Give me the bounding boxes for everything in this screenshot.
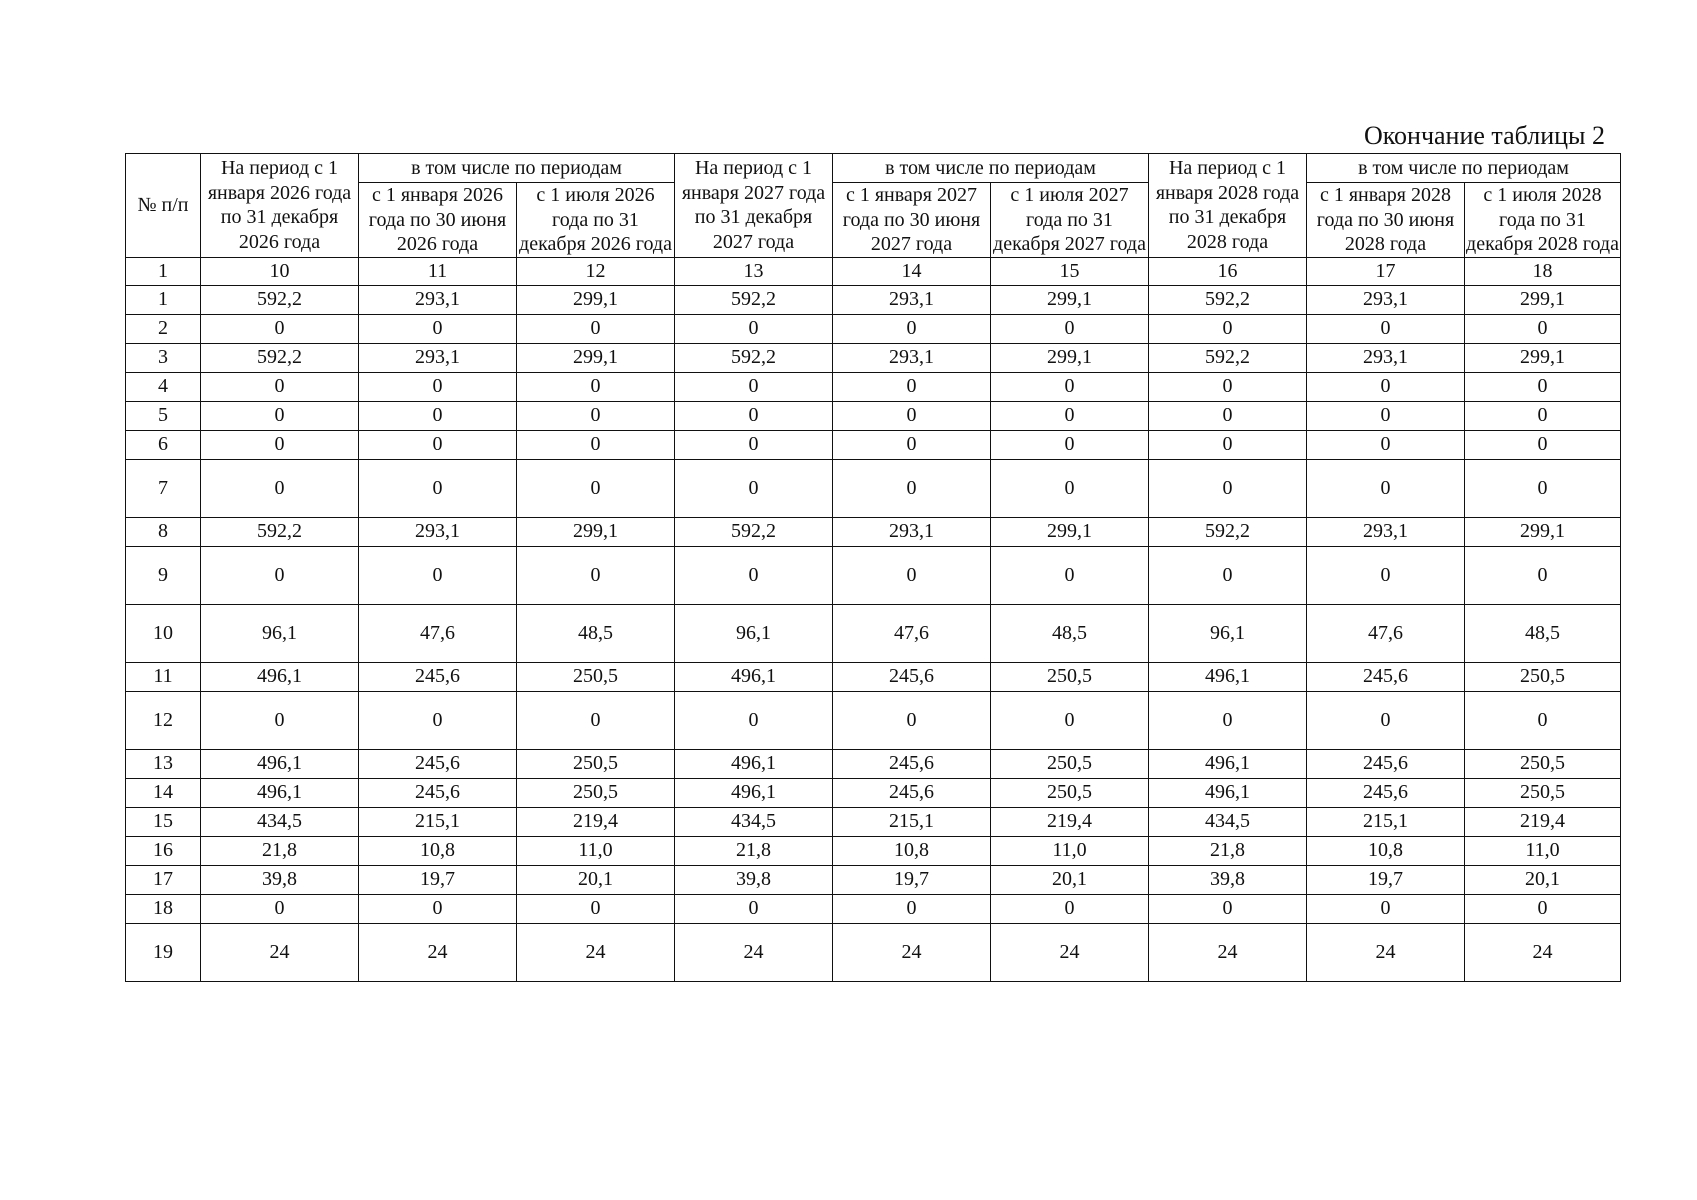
table-cell: 293,1 [359,343,517,372]
table-cell: 250,5 [991,778,1149,807]
table-cell: 219,4 [991,807,1149,836]
table-cell: 0 [991,372,1149,401]
header-2027-h1: с 1 января 2027 года по 30 июня 2027 года [833,183,991,258]
table-cell: 0 [1307,459,1465,517]
table-cell: 434,5 [675,807,833,836]
row-number: 1 [126,285,201,314]
table-cell: 0 [991,430,1149,459]
table-cell: 592,2 [201,343,359,372]
table-cell: 24 [201,923,359,981]
table-cell: 592,2 [201,285,359,314]
table-caption: Окончание таблицы 2 [1363,121,1605,150]
table-cell: 592,2 [675,517,833,546]
table-cell: 24 [675,923,833,981]
table-cell: 0 [201,401,359,430]
table-row [126,749,1621,778]
table-row [126,807,1621,836]
table-cell: 0 [1465,459,1621,517]
table-cell: 215,1 [359,807,517,836]
table-cell: 96,1 [201,604,359,662]
table-cell: 250,5 [517,749,675,778]
header-num: № п/п [126,154,201,258]
table-cell: 21,8 [201,836,359,865]
table-cell: 47,6 [359,604,517,662]
table-cell: 219,4 [517,807,675,836]
row-number: 19 [126,923,201,981]
table-cell: 0 [1465,894,1621,923]
table-cell: 0 [359,314,517,343]
table-cell: 496,1 [1149,778,1307,807]
table-cell: 592,2 [675,285,833,314]
table-cell: 0 [1307,691,1465,749]
table-cell: 0 [359,372,517,401]
table-body [126,285,1621,981]
table-cell: 24 [1307,923,1465,981]
column-number: 14 [833,257,991,285]
table-cell: 48,5 [1465,604,1621,662]
table-header [126,154,1621,286]
column-number: 11 [359,257,517,285]
table-cell: 96,1 [1149,604,1307,662]
table-cell: 0 [1149,401,1307,430]
table-cell: 0 [1465,691,1621,749]
table-cell: 0 [991,546,1149,604]
table-cell: 299,1 [517,343,675,372]
table-cell: 0 [1307,372,1465,401]
table-cell: 0 [675,546,833,604]
table-cell: 0 [201,459,359,517]
table-cell: 299,1 [517,285,675,314]
header-2026-h2: с 1 июля 2026 года по 31 декабря 2026 года [517,183,675,258]
row-number: 9 [126,546,201,604]
table-row [126,430,1621,459]
table-row [126,836,1621,865]
table-cell: 24 [833,923,991,981]
table-cell: 250,5 [991,662,1149,691]
table-cell: 0 [1465,314,1621,343]
table-cell: 0 [833,691,991,749]
table-cell: 299,1 [517,517,675,546]
table-cell: 299,1 [991,285,1149,314]
table-cell: 0 [1307,401,1465,430]
table-cell: 0 [991,459,1149,517]
table-cell: 20,1 [991,865,1149,894]
table-cell: 0 [201,894,359,923]
row-number: 12 [126,691,201,749]
table-cell: 0 [201,691,359,749]
table-row [126,285,1621,314]
data-table [125,153,1621,982]
table-cell: 0 [517,691,675,749]
table-row [126,401,1621,430]
table-cell: 496,1 [1149,749,1307,778]
table-cell: 0 [991,314,1149,343]
table-cell: 0 [517,894,675,923]
table-cell: 0 [201,372,359,401]
table-cell: 299,1 [1465,343,1621,372]
table-cell: 20,1 [1465,865,1621,894]
table-cell: 299,1 [991,517,1149,546]
table-cell: 496,1 [675,778,833,807]
column-number: 16 [1149,257,1307,285]
table-cell: 10,8 [359,836,517,865]
table-cell: 299,1 [1465,285,1621,314]
table-cell: 0 [359,691,517,749]
table-cell: 496,1 [1149,662,1307,691]
table-cell: 250,5 [517,778,675,807]
table-row [126,546,1621,604]
table-cell: 592,2 [201,517,359,546]
table-cell: 0 [359,546,517,604]
column-number: 1 [126,257,201,285]
table-cell: 0 [833,459,991,517]
table-cell: 0 [359,894,517,923]
table-cell: 24 [1149,923,1307,981]
table-cell: 0 [991,401,1149,430]
table-cell: 0 [1465,430,1621,459]
header-period-2026: На период с 1 января 2026 года по 31 декабря 2026 года [201,154,359,258]
table-cell: 250,5 [1465,662,1621,691]
table-cell: 0 [1149,894,1307,923]
table-cell: 496,1 [675,749,833,778]
table-cell: 0 [1465,546,1621,604]
table-cell: 39,8 [1149,865,1307,894]
table-cell: 0 [517,314,675,343]
table-cell: 0 [991,691,1149,749]
column-number: 18 [1465,257,1621,285]
table-cell: 0 [359,459,517,517]
table-cell: 496,1 [201,749,359,778]
table-cell: 250,5 [991,749,1149,778]
table-cell: 0 [675,691,833,749]
table-cell: 0 [1465,401,1621,430]
table-cell: 0 [1307,894,1465,923]
table-row [126,894,1621,923]
header-row-groups [126,154,1621,183]
row-number: 11 [126,662,201,691]
table-cell: 250,5 [1465,778,1621,807]
table-cell: 215,1 [833,807,991,836]
table-cell: 245,6 [1307,778,1465,807]
table-cell: 19,7 [359,865,517,894]
table-cell: 250,5 [1465,749,1621,778]
table-cell: 21,8 [675,836,833,865]
table-cell: 0 [833,430,991,459]
table-cell: 293,1 [1307,343,1465,372]
table-cell: 592,2 [1149,517,1307,546]
table-cell: 0 [1307,546,1465,604]
table-cell: 245,6 [1307,749,1465,778]
table-cell: 47,6 [1307,604,1465,662]
table-cell: 293,1 [833,517,991,546]
table-cell: 39,8 [201,865,359,894]
table-cell: 219,4 [1465,807,1621,836]
table-cell: 293,1 [833,343,991,372]
header-period-2027: На период с 1 января 2027 года по 31 декабря 2027 года [675,154,833,258]
table-cell: 48,5 [517,604,675,662]
row-number: 5 [126,401,201,430]
table-cell: 434,5 [201,807,359,836]
table-cell: 0 [833,372,991,401]
table-cell: 0 [833,401,991,430]
header-column-numbers [126,257,1621,285]
table-cell: 24 [991,923,1149,981]
header-subgroup-2026: в том числе по периодам [359,154,675,183]
column-number: 12 [517,257,675,285]
row-number: 10 [126,604,201,662]
table-cell: 19,7 [833,865,991,894]
table-cell: 10,8 [833,836,991,865]
table-cell: 0 [675,401,833,430]
header-2028-h2: с 1 июля 2028 года по 31 декабря 2028 года [1466,184,1619,255]
table-cell: 250,5 [517,662,675,691]
table-cell: 245,6 [833,778,991,807]
table-cell: 0 [359,401,517,430]
row-number: 4 [126,372,201,401]
table-cell: 24 [359,923,517,981]
table-cell: 0 [1307,314,1465,343]
column-number: 15 [991,257,1149,285]
table-cell: 0 [675,430,833,459]
table-cell: 10,8 [1307,836,1465,865]
table-cell: 11,0 [991,836,1149,865]
table-row [126,691,1621,749]
table-row [126,604,1621,662]
table-cell: 20,1 [517,865,675,894]
table-row [126,662,1621,691]
table-cell: 496,1 [201,662,359,691]
row-number: 18 [126,894,201,923]
table-cell: 0 [991,894,1149,923]
header-2027-h2: с 1 июля 2027 года по 31 декабря 2027 года [991,183,1149,258]
table-cell: 21,8 [1149,836,1307,865]
table-cell: 245,6 [359,778,517,807]
table-cell: 0 [675,372,833,401]
header-period-2028: На период с 1 января 2028 года по 31 декабря 2028 года [1149,154,1307,258]
table-cell: 245,6 [359,749,517,778]
row-number: 3 [126,343,201,372]
table-cell: 434,5 [1149,807,1307,836]
table-cell: 299,1 [991,343,1149,372]
table-cell: 0 [517,372,675,401]
row-number: 15 [126,807,201,836]
table-cell: 47,6 [833,604,991,662]
table-cell: 0 [517,430,675,459]
table-cell: 0 [359,430,517,459]
table-cell: 39,8 [675,865,833,894]
row-number: 7 [126,459,201,517]
table-row [126,778,1621,807]
table-cell: 48,5 [991,604,1149,662]
row-number: 16 [126,836,201,865]
header-subgroup-2027: в том числе по периодам [833,154,1149,183]
table-cell: 96,1 [675,604,833,662]
row-number: 8 [126,517,201,546]
column-number: 13 [675,257,833,285]
table-cell: 293,1 [1307,517,1465,546]
table-cell: 11,0 [1465,836,1621,865]
table-cell: 215,1 [1307,807,1465,836]
table-cell: 0 [833,314,991,343]
table-row [126,343,1621,372]
table-cell: 0 [833,546,991,604]
table-cell: 0 [201,314,359,343]
table-cell: 293,1 [359,285,517,314]
table-cell: 0 [675,894,833,923]
table-cell: 245,6 [833,749,991,778]
table-row [126,459,1621,517]
table-cell: 0 [1465,372,1621,401]
table-row [126,865,1621,894]
header-2028-h1: с 1 января 2028 года по 30 июня 2028 года [1307,183,1465,258]
row-number: 6 [126,430,201,459]
table-cell: 293,1 [1307,285,1465,314]
row-number: 2 [126,314,201,343]
column-number: 17 [1307,257,1465,285]
table-cell: 11,0 [517,836,675,865]
table-cell: 293,1 [359,517,517,546]
table-cell: 245,6 [359,662,517,691]
header-2026-h1: с 1 января 2026 года по 30 июня 2026 года [359,183,517,258]
table-cell: 0 [1307,430,1465,459]
table-cell: 0 [675,314,833,343]
table-cell: 293,1 [833,285,991,314]
table-cell: 0 [675,459,833,517]
row-number: 17 [126,865,201,894]
table-cell: 592,2 [675,343,833,372]
row-number: 13 [126,749,201,778]
table-cell: 0 [1149,691,1307,749]
table-cell: 299,1 [1465,517,1621,546]
table-row [126,372,1621,401]
table-cell: 0 [517,459,675,517]
table-cell: 0 [1149,546,1307,604]
table-cell: 24 [1465,923,1621,981]
table-cell: 24 [517,923,675,981]
column-number: 10 [201,257,359,285]
table-row [126,517,1621,546]
table-cell: 0 [1149,430,1307,459]
table-cell: 245,6 [833,662,991,691]
table-cell: 0 [201,546,359,604]
table-cell: 0 [833,894,991,923]
table-cell: 0 [517,401,675,430]
table-cell: 496,1 [201,778,359,807]
table-cell: 592,2 [1149,343,1307,372]
table-cell: 245,6 [1307,662,1465,691]
table-cell: 19,7 [1307,865,1465,894]
row-number: 14 [126,778,201,807]
table-row [126,923,1621,981]
header-subgroup-2028: в том числе по периодам [1307,154,1621,183]
table-cell: 0 [1149,459,1307,517]
table-cell: 0 [517,546,675,604]
table-cell: 0 [201,430,359,459]
table-cell: 496,1 [675,662,833,691]
table-cell: 0 [1149,314,1307,343]
table-cell: 0 [1149,372,1307,401]
table-row [126,314,1621,343]
table-cell: 592,2 [1149,285,1307,314]
